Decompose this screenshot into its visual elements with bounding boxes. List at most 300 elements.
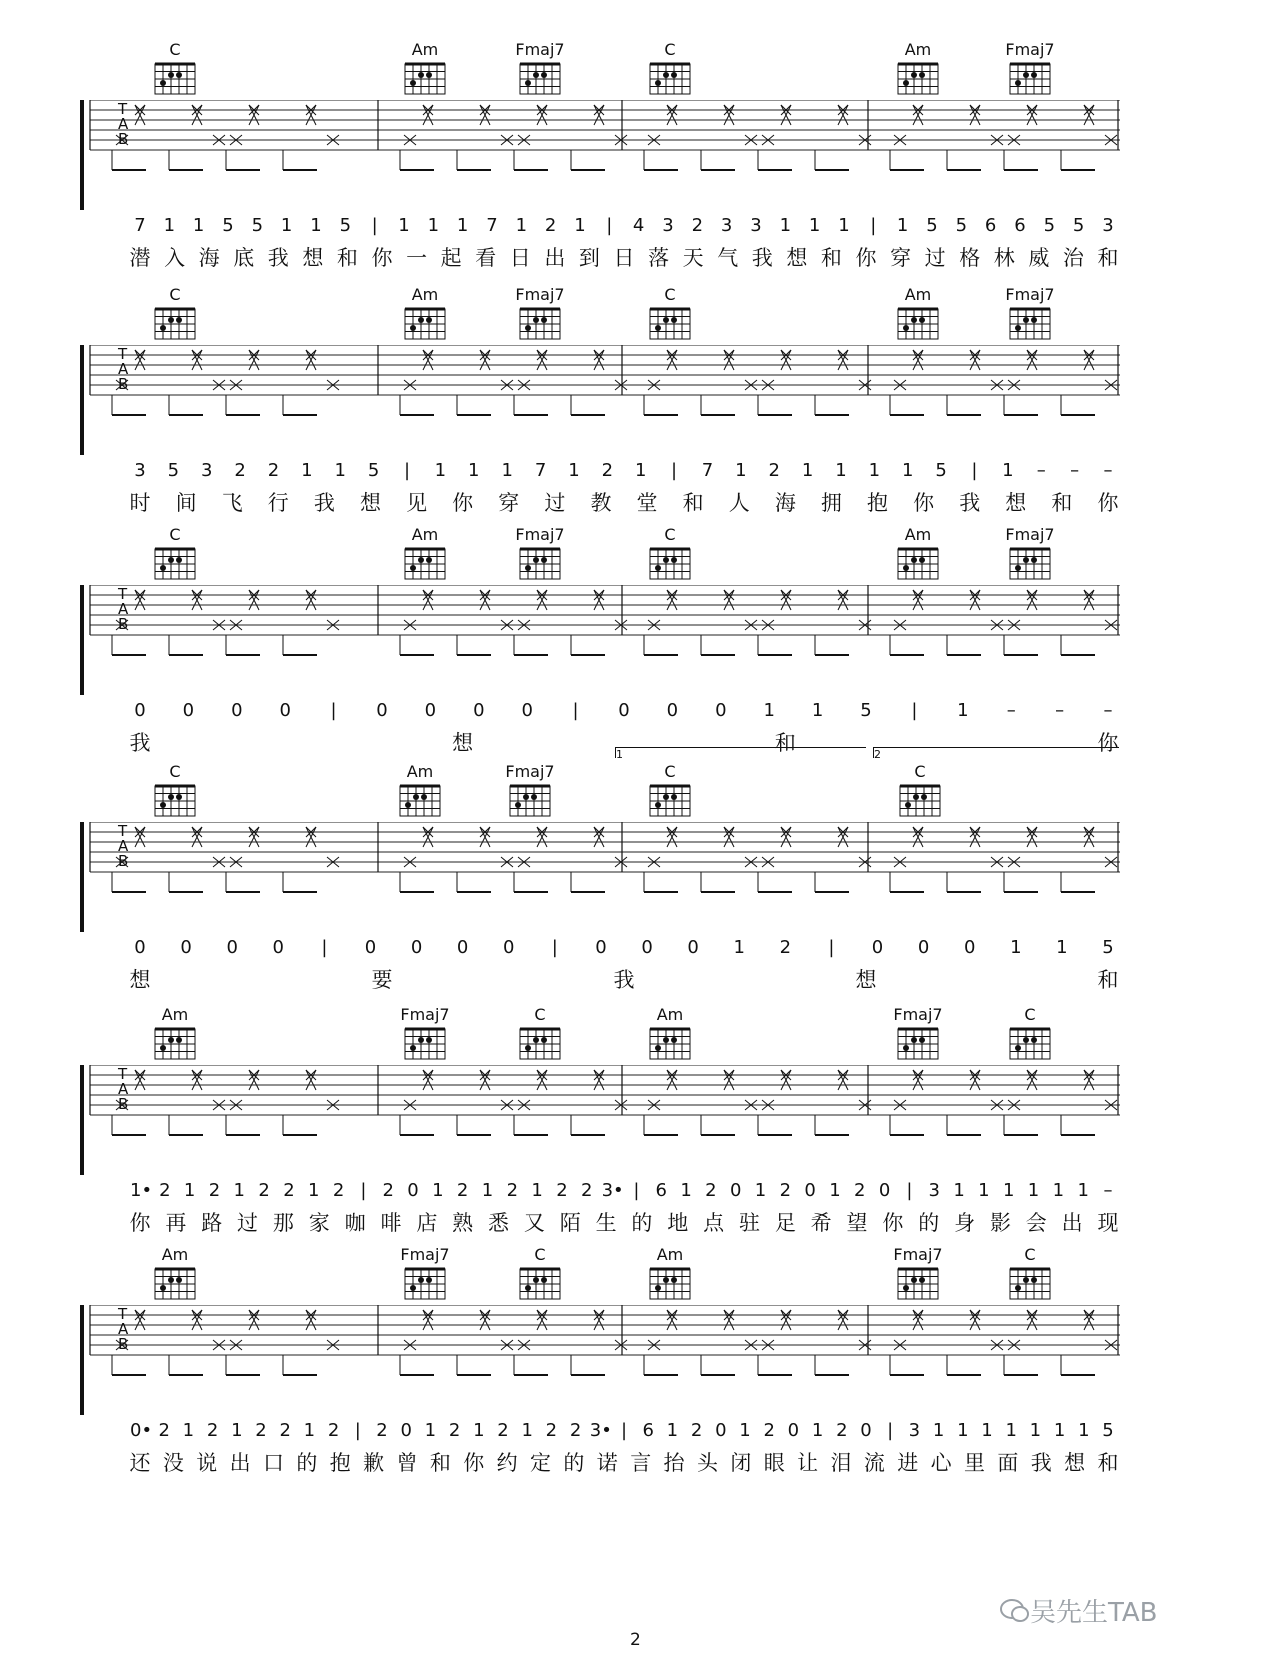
jianpu-note: 0 <box>715 700 727 721</box>
chord-diagram <box>640 285 700 303</box>
lyric-char: 过 <box>237 1211 259 1235</box>
lyric-char: 让 <box>797 1451 819 1475</box>
jianpu-note: 5 <box>222 215 234 236</box>
lyric-char: 熟 <box>452 1211 474 1235</box>
jianpu-note: 1• <box>130 1180 153 1201</box>
lyric-char: 我 <box>267 246 289 270</box>
chord-grid-icon <box>151 1025 199 1061</box>
lyric-char: 海 <box>198 246 220 270</box>
jianpu-note: 0 <box>407 1180 419 1201</box>
lyric-char: 面 <box>997 1451 1019 1475</box>
bar-line-mark: | <box>828 937 835 958</box>
lyric-char: 的 <box>563 1451 585 1475</box>
jianpu-note: 1 <box>779 215 792 236</box>
lyric-char: 堂 <box>636 491 658 515</box>
bar-line-mark: | <box>321 937 328 958</box>
lyric-char: 路 <box>201 1211 223 1235</box>
jianpu-note: 0 <box>364 937 377 958</box>
chord-diagram <box>1000 1245 1060 1263</box>
jianpu-note: 0 <box>410 937 423 958</box>
jianpu-note: 6 <box>1014 215 1026 236</box>
lyric-char: 现 <box>1097 1211 1119 1235</box>
chord-name: Fmaj7 <box>515 285 565 304</box>
lyric-char: 行 <box>267 491 289 515</box>
chord-name: Am <box>904 285 932 304</box>
jianpu-note: 2 <box>506 1180 519 1201</box>
jianpu-note: 2 <box>581 1180 593 1201</box>
bar-line-mark: | <box>572 700 579 721</box>
jianpu-note: 1 <box>301 460 313 481</box>
lyric-char: 过 <box>924 246 946 270</box>
chord-diagram <box>888 1245 948 1263</box>
lyric-char: 店 <box>416 1211 438 1235</box>
lyric-char: 生 <box>595 1211 617 1235</box>
chord-grid-icon <box>896 782 944 818</box>
chord-name: Fmaj7 <box>1005 40 1055 59</box>
chord-name: C <box>1024 1005 1036 1024</box>
jianpu-note: 2 <box>258 1180 270 1201</box>
jianpu-note: 5 <box>860 700 872 721</box>
jianpu-note: 1 <box>468 460 480 481</box>
lyric-char: 说 <box>196 1451 218 1475</box>
jianpu-note: 0 <box>715 1420 727 1441</box>
lyric-char: 和 <box>820 246 842 270</box>
jianpu-note: – <box>1103 460 1113 481</box>
tab-system <box>0 1245 1280 1480</box>
jianpu-note: 2 <box>159 1180 171 1201</box>
jianpu-note: 1 <box>896 215 909 236</box>
jianpu-note: 1 <box>574 215 586 236</box>
jianpu-note: 1 <box>432 1180 444 1201</box>
jianpu-note: 4 <box>632 215 645 236</box>
lyric-char: 进 <box>897 1451 919 1475</box>
lyric-char: 头 <box>696 1451 718 1475</box>
jianpu-note: 1 <box>1002 460 1014 481</box>
jianpu-note: 1 <box>811 700 824 721</box>
chord-diagram <box>888 525 948 543</box>
jianpu-note: 2 <box>768 460 780 481</box>
jianpu-note: 0 <box>787 1420 800 1441</box>
chord-name: C <box>1024 1245 1036 1264</box>
tab-staff <box>80 822 1180 932</box>
chord-grid-icon <box>894 1025 942 1061</box>
bar-line-mark: | <box>330 700 337 721</box>
tab-clef <box>118 347 128 392</box>
lyric-char: 想 <box>129 968 151 992</box>
jianpu-note: 2 <box>448 1420 461 1441</box>
lyric-char: 和 <box>1097 968 1119 992</box>
lyric-char: 你 <box>371 246 393 270</box>
chord-name: Fmaj7 <box>400 1245 450 1264</box>
chord-diagram <box>390 762 450 780</box>
chord-diagram <box>510 525 570 543</box>
jianpu-note: 3 <box>662 215 674 236</box>
jianpu-note: 1 <box>303 1420 316 1441</box>
lyric-char: 潜 <box>129 246 151 270</box>
chord-grid-icon <box>151 60 199 96</box>
lyric-char: 要 <box>371 968 393 992</box>
chord-diagram <box>500 762 560 780</box>
chord-grid-icon <box>646 782 694 818</box>
tab-clef-letter: A <box>118 837 129 855</box>
chord-grid-icon <box>1006 305 1054 341</box>
jianpu-note: 1 <box>424 1420 437 1441</box>
chord-name: C <box>664 285 676 304</box>
jianpu-note: 2 <box>691 215 704 236</box>
jianpu-note: 0 <box>400 1420 412 1441</box>
jianpu-note: 1 <box>829 1180 841 1201</box>
lyric-char: 点 <box>703 1211 725 1235</box>
jianpu-note: 3 <box>1102 215 1114 236</box>
tab-clef-letter: A <box>118 115 129 133</box>
chord-grid-icon <box>516 305 564 341</box>
jianpu-note: 2 <box>208 1180 221 1201</box>
jianpu-note: 2 <box>854 1180 866 1201</box>
lyric-char: 一 <box>406 246 428 270</box>
chord-grid-icon <box>401 545 449 581</box>
bar-line-mark: | <box>620 1420 628 1441</box>
lyric-char: 落 <box>648 246 670 270</box>
jianpu-note: 1 <box>1005 1420 1017 1441</box>
lyric-char: 的 <box>631 1211 653 1235</box>
jianpu-note: 5 <box>1102 937 1114 958</box>
chord-name: Fmaj7 <box>1005 285 1055 304</box>
lyric-char: 定 <box>530 1451 552 1475</box>
jianpu-note: 0 <box>804 1180 816 1201</box>
jianpu-note: 1 <box>634 460 647 481</box>
lyric-char: 过 <box>544 491 566 515</box>
jianpu-note: 5 <box>926 215 938 236</box>
lyric-char: 到 <box>578 246 600 270</box>
jianpu-note: – <box>1036 460 1046 481</box>
tab-clef-letter: T <box>118 345 128 363</box>
chord-name: C <box>914 762 926 781</box>
chord-diagram <box>640 40 700 58</box>
lyric-char: 抱 <box>329 1451 351 1475</box>
lyric-char: 威 <box>1028 246 1050 270</box>
jianpu-note: 1 <box>434 460 447 481</box>
jianpu-note: 3• <box>589 1420 612 1441</box>
lyric-char: 教 <box>590 491 612 515</box>
jianpu-note: 1 <box>733 937 745 958</box>
lyric-char: 飞 <box>221 491 243 515</box>
lyric-char: 出 <box>229 1451 251 1475</box>
jianpu-note: – <box>1055 700 1065 721</box>
chord-grid-icon <box>646 545 694 581</box>
lyric-char: 我 <box>313 491 335 515</box>
jianpu-note: 1 <box>838 215 850 236</box>
jianpu-note: 0 <box>182 700 195 721</box>
tab-clef-letter: B <box>118 852 129 870</box>
lyric-char: 你 <box>855 246 877 270</box>
lyric-char: 流 <box>863 1451 885 1475</box>
chord-diagram <box>395 285 455 303</box>
jianpu-note: 1 <box>568 460 580 481</box>
chord-diagram <box>1000 285 1060 303</box>
bar-line-mark: | <box>354 1420 361 1441</box>
lyric-char: 出 <box>1061 1211 1083 1235</box>
jianpu-note: 0 <box>641 937 653 958</box>
jianpu-note: 2 <box>158 1420 170 1441</box>
jianpu-note: 2 <box>255 1420 267 1441</box>
chord-name: C <box>169 285 181 304</box>
jianpu-note: 1 <box>1077 1180 1089 1201</box>
tab-clef <box>118 1067 128 1112</box>
jianpu-note: 0 <box>521 700 533 721</box>
chord-name: C <box>169 762 181 781</box>
page-number: 2 <box>630 1630 641 1650</box>
bar-line-mark: | <box>971 460 978 481</box>
lyric-char: 口 <box>263 1451 285 1475</box>
lyric-char: 泪 <box>830 1451 852 1475</box>
chord-diagram <box>395 525 455 543</box>
chord-grid-icon <box>506 782 554 818</box>
jianpu-note: 1 <box>1010 937 1022 958</box>
chord-name: Fmaj7 <box>893 1005 943 1024</box>
volta-bracket: 1 <box>615 747 866 758</box>
jianpu-note: 1 <box>280 215 293 236</box>
jianpu-note: 2 <box>497 1420 509 1441</box>
chord-diagram <box>640 762 700 780</box>
chord-grid-icon <box>646 305 694 341</box>
tab-staff <box>80 585 1180 695</box>
jianpu-note: 1 <box>1027 1180 1040 1201</box>
lyric-char: 咖 <box>344 1211 366 1235</box>
chord-diagram <box>395 40 455 58</box>
chord-name: C <box>664 525 676 544</box>
tab-clef <box>118 1307 128 1352</box>
bar-line-mark: | <box>671 460 678 481</box>
chord-diagram <box>1000 525 1060 543</box>
jianpu-note: 1 <box>427 215 440 236</box>
jianpu-note: 1 <box>666 1420 679 1441</box>
jianpu-note: 1 <box>334 460 346 481</box>
chord-diagram <box>145 1245 205 1263</box>
chord-name: Am <box>656 1245 684 1264</box>
tab-staff <box>80 1065 1180 1175</box>
jianpu-note: 5 <box>367 460 380 481</box>
chord-name: Am <box>904 525 932 544</box>
lyric-char: 你 <box>129 1211 151 1235</box>
jianpu-note: 6 <box>655 1180 667 1201</box>
tab-staff <box>80 1305 1180 1415</box>
chord-diagram <box>1000 40 1060 58</box>
lyric-char: 你 <box>463 1451 485 1475</box>
jianpu-note: 2 <box>779 1180 792 1201</box>
chord-name: Fmaj7 <box>505 762 555 781</box>
jianpu-note: 1 <box>183 1180 196 1201</box>
lyric-char: 间 <box>175 491 197 515</box>
chord-name: C <box>534 1005 546 1024</box>
chord-grid-icon <box>401 305 449 341</box>
jianpu-note: 2 <box>779 937 792 958</box>
chord-grid-icon <box>151 545 199 581</box>
jianpu-note: 0 <box>272 937 284 958</box>
chord-grid-icon <box>894 545 942 581</box>
lyric-char: 底 <box>233 246 255 270</box>
jianpu-note: 3 <box>134 460 146 481</box>
jianpu-note: 1 <box>811 1420 824 1441</box>
jianpu-note: – <box>1103 700 1113 721</box>
lyric-char: 人 <box>728 491 750 515</box>
lyric-char: 又 <box>523 1211 545 1235</box>
chord-name: Am <box>904 40 932 59</box>
jianpu-note: 5 <box>251 215 264 236</box>
lyric-char: 你 <box>913 491 935 515</box>
tab-clef-letter: T <box>118 1305 128 1323</box>
jianpu-note: 2 <box>544 215 557 236</box>
chord-grid-icon <box>646 1265 694 1301</box>
jianpu-note: 5 <box>1043 215 1056 236</box>
jianpu-note: 1 <box>801 460 814 481</box>
jianpu-note: 2 <box>705 1180 717 1201</box>
jianpu-note: 1 <box>901 460 914 481</box>
jianpu-note: 2 <box>279 1420 291 1441</box>
jianpu-note: 2 <box>327 1420 340 1441</box>
tab-clef-letter: T <box>118 1065 128 1083</box>
lyric-char: 驻 <box>738 1211 760 1235</box>
jianpu-note: 0 <box>231 700 243 721</box>
tab-clef-letter: A <box>118 1320 129 1338</box>
lyric-char: 希 <box>810 1211 832 1235</box>
tab-clef-letter: T <box>118 585 128 603</box>
jianpu-note: 0 <box>687 937 699 958</box>
jianpu-note: 0 <box>595 937 607 958</box>
lyric-char: 身 <box>954 1211 976 1235</box>
lyric-char: 家 <box>308 1211 330 1235</box>
jianpu-note: – <box>1070 460 1080 481</box>
jianpu-note: 2 <box>556 1180 568 1201</box>
tab-system <box>0 40 1280 275</box>
lyric-char: 的 <box>296 1451 318 1475</box>
volta-bracket: 2 <box>873 747 1119 758</box>
chord-grid-icon <box>151 782 199 818</box>
lyric-char: 穿 <box>498 491 520 515</box>
jianpu-note: 0 <box>424 700 437 721</box>
chord-name: Fmaj7 <box>1005 525 1055 544</box>
jianpu-note: 2 <box>763 1420 775 1441</box>
jianpu-note: 1 <box>1056 937 1068 958</box>
jianpu-note: 1 <box>182 1420 195 1441</box>
jianpu-note: 1 <box>521 1420 533 1441</box>
jianpu-note: 7 <box>534 460 547 481</box>
jianpu-note: 5 <box>339 215 352 236</box>
lyric-char: 拥 <box>820 491 842 515</box>
lyric-char: 出 <box>544 246 566 270</box>
jianpu-note: 5 <box>1072 215 1085 236</box>
lyric-char: 日 <box>509 246 531 270</box>
lyric-char: 想 <box>786 246 808 270</box>
jianpu-note: 1 <box>735 460 747 481</box>
jianpu-note: 0 <box>917 937 930 958</box>
jianpu-note: 6 <box>984 215 997 236</box>
chord-name: C <box>664 40 676 59</box>
chord-name: Fmaj7 <box>515 40 565 59</box>
tab-clef-letter: B <box>118 130 129 148</box>
jianpu-note: 0 <box>376 700 388 721</box>
lyric-char: 抱 <box>867 491 889 515</box>
jianpu-note: 2 <box>836 1420 848 1441</box>
lyric-char: 和 <box>429 1451 451 1475</box>
lyric-char: 曾 <box>396 1451 418 1475</box>
chord-grid-icon <box>401 60 449 96</box>
chord-name: C <box>169 525 181 544</box>
jianpu-note: 2 <box>376 1420 388 1441</box>
jianpu-note: 5 <box>1102 1420 1114 1441</box>
chord-name: C <box>534 1245 546 1264</box>
bar-line-mark: | <box>887 1420 894 1441</box>
jianpu-note: 3 <box>908 1420 921 1441</box>
jianpu-note: 0 <box>279 700 291 721</box>
jianpu-note: 3• <box>601 1180 624 1201</box>
jianpu-note: 0 <box>729 1180 742 1201</box>
lyric-char: 气 <box>717 246 739 270</box>
lyric-char: 日 <box>613 246 635 270</box>
jianpu-note: 2 <box>267 460 280 481</box>
jianpu-note: 1 <box>808 215 821 236</box>
jianpu-note: – <box>1103 1180 1113 1201</box>
lyric-char: 再 <box>165 1211 187 1235</box>
lyric-char: 你 <box>1097 731 1119 755</box>
lyric-char: 你 <box>1097 491 1119 515</box>
jianpu-note: 1 <box>501 460 513 481</box>
jianpu-note: 1 <box>308 1180 320 1201</box>
chord-grid-icon <box>516 1265 564 1301</box>
lyric-char: 啡 <box>380 1211 402 1235</box>
lyric-char: 起 <box>440 246 462 270</box>
lyric-char: 你 <box>882 1211 904 1235</box>
jianpu-note: 1 <box>398 215 410 236</box>
jianpu-note: 5 <box>955 215 968 236</box>
chord-grid-icon <box>516 1025 564 1061</box>
bar-line-mark: | <box>906 1180 913 1201</box>
chord-name: Am <box>411 525 439 544</box>
lyric-char: 天 <box>682 246 704 270</box>
lyric-char: 入 <box>164 246 186 270</box>
jianpu-note: 1 <box>192 215 205 236</box>
chord-grid-icon <box>401 1265 449 1301</box>
chord-grid-icon <box>894 60 942 96</box>
chord-diagram <box>890 762 950 780</box>
chord-diagram <box>510 40 570 58</box>
chord-diagram <box>510 285 570 303</box>
lyric-char: 约 <box>496 1451 518 1475</box>
jianpu-note: 6 <box>642 1420 654 1441</box>
jianpu-note: 2 <box>206 1420 219 1441</box>
chord-diagram <box>395 1005 455 1023</box>
chord-name: Am <box>411 40 439 59</box>
chord-grid-icon <box>646 60 694 96</box>
tab-system <box>0 1005 1280 1240</box>
tab-clef-letter: T <box>118 100 128 118</box>
jianpu-note: 0 <box>618 700 630 721</box>
chord-name: Fmaj7 <box>515 525 565 544</box>
chord-grid-icon <box>1006 1265 1054 1301</box>
jianpu-note: 1 <box>515 215 528 236</box>
lyric-char: 没 <box>162 1451 184 1475</box>
lyric-char: 治 <box>1062 246 1084 270</box>
lyric-char: 我 <box>959 491 981 515</box>
jianpu-note: 1 <box>231 1420 243 1441</box>
jianpu-note: 1 <box>932 1420 945 1441</box>
bar-line-mark: | <box>633 1180 640 1201</box>
jianpu-note: 0 <box>473 700 485 721</box>
lyric-char: 里 <box>963 1451 985 1475</box>
jianpu-note: 1 <box>163 215 176 236</box>
lyric-char: 和 <box>1097 1451 1119 1475</box>
jianpu-note: 3 <box>750 215 762 236</box>
lyric-char: 想 <box>855 968 877 992</box>
